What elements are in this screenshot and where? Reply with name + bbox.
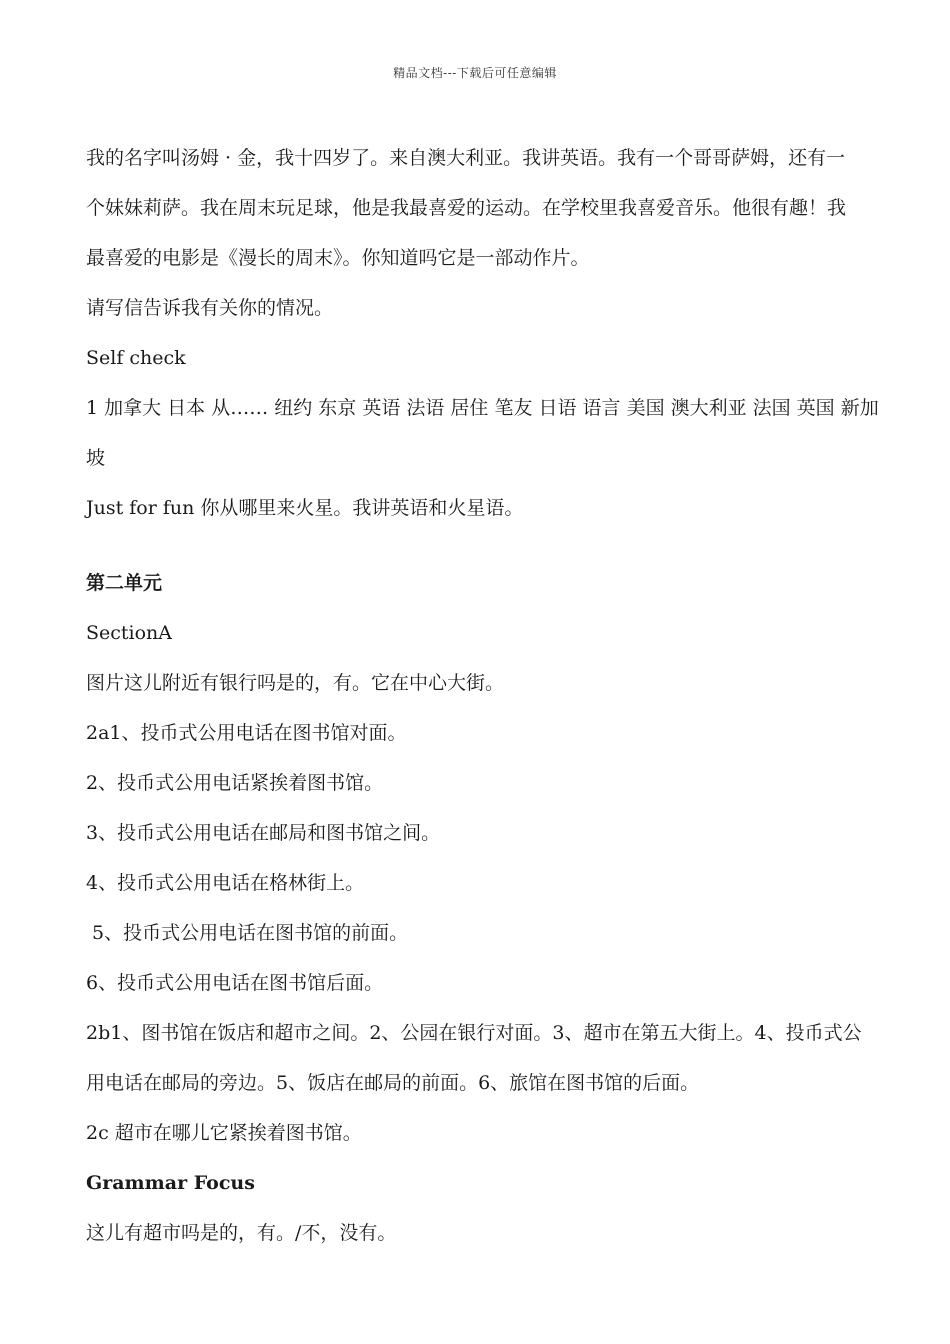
item-2b1-line-2: 用电话在邮局的旁边。5、饭店在邮局的前面。6、旅馆在图书馆的后面。 <box>86 1072 700 1094</box>
self-check-line-1: 1 加拿大 日本 从…… 纽约 东京 英语 法语 居住 笔友 日语 语言 美国 澳大利亚 法国 英国 新加 <box>86 397 879 419</box>
item-2: 2、投币式公用电话紧挨着图书馆。 <box>86 772 384 794</box>
unit-title: 第二单元 <box>86 572 163 594</box>
item-5: 5、投币式公用电话在图书馆的前面。 <box>86 922 409 944</box>
section-spacer <box>86 533 866 558</box>
item-2c: 2c 超市在哪儿它紧挨着图书馆。 <box>86 1122 362 1144</box>
page-header: 精品文档---下载后可任意编辑 <box>393 66 557 80</box>
self-check-title: Self check <box>86 347 186 369</box>
request-line: 请写信告诉我有关你的情况。 <box>86 297 334 319</box>
item-6: 6、投币式公用电话在图书馆后面。 <box>86 972 384 994</box>
intro-paragraph-line-3: 最喜爱的电影是《漫长的周末》。你知道吗它是一部动作片。 <box>86 247 590 269</box>
intro-paragraph-line-2: 个妹妹莉萨。我在周末玩足球，他是我最喜爱的运动。在学校里我喜爱音乐。他很有趣！我 <box>86 197 847 219</box>
picture-line: 图片这儿附近有银行吗是的，有。它在中心大街。 <box>86 672 505 694</box>
item-2a1: 2a1、投币式公用电话在图书馆对面。 <box>86 722 407 744</box>
grammar-line: 这儿有超市吗是的，有。/不，没有。 <box>86 1222 397 1244</box>
section-a-title: SectionA <box>86 622 173 644</box>
self-check-line-2: 坡 <box>86 447 106 469</box>
document-body <box>86 133 879 1258</box>
intro-paragraph-line-1: 我的名字叫汤姆 · 金，我十四岁了。来自澳大利亚。我讲英语。我有一个哥哥萨姆，还有一 <box>86 147 846 169</box>
item-4: 4、投币式公用电话在格林街上。 <box>86 872 365 894</box>
just-for-fun-line: Just for fun 你从哪里来火星。我讲英语和火星语。 <box>86 497 524 519</box>
item-3: 3、投币式公用电话在邮局和图书馆之间。 <box>86 822 441 844</box>
grammar-focus-title: Grammar Focus <box>86 1172 255 1194</box>
item-2b1-line-1: 2b1、图书馆在饭店和超市之间。2、公园在银行对面。3、超市在第五大街上。4、投币式公 <box>86 1022 862 1044</box>
